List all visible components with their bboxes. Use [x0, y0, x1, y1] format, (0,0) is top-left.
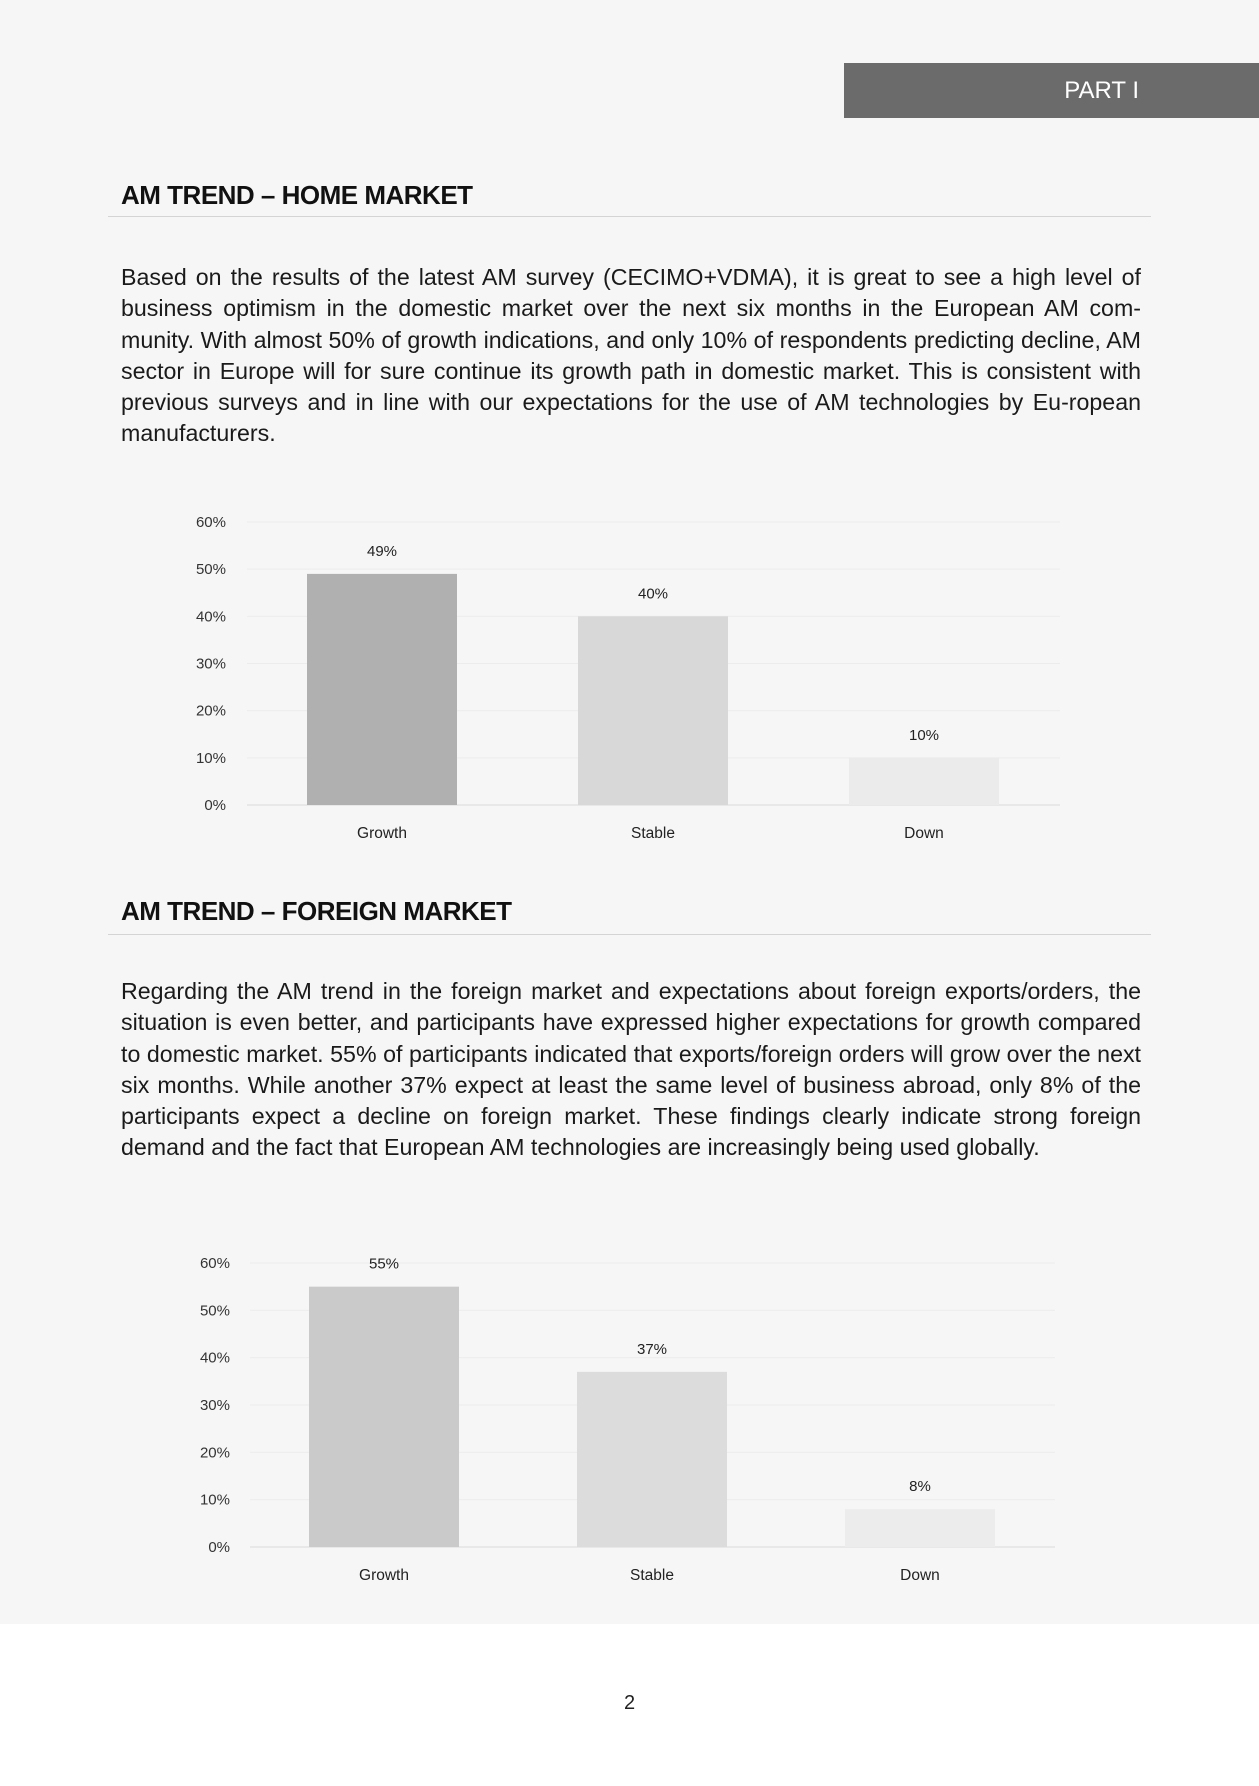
section-divider	[108, 216, 1151, 217]
data-label: 10%	[908, 726, 940, 744]
y-tick-label: 20%	[195, 702, 226, 720]
data-label: 49%	[366, 542, 398, 560]
y-tick-label: 10%	[195, 749, 226, 767]
category-label: Growth	[359, 1567, 409, 1584]
section-divider	[108, 934, 1151, 935]
y-tick-label: 40%	[195, 608, 226, 626]
category-label: Stable	[631, 825, 675, 842]
section-title-home-market: AM TREND – HOME MARKET	[121, 180, 473, 210]
category-label: Down	[904, 825, 944, 842]
y-tick-label: 0%	[204, 797, 226, 814]
y-tick-label: 10%	[199, 1491, 230, 1509]
y-tick-label: 40%	[199, 1349, 230, 1367]
category-label: Growth	[357, 825, 407, 842]
y-tick-label: 60%	[199, 1255, 230, 1272]
bar-down	[845, 1509, 995, 1547]
data-label: 8%	[909, 1478, 931, 1496]
section-body-home-market: Based on the results of the latest AM survey (CECIMO+VDMA), it is great to see a high level of business optimism in the domestic market over the next six months in the European AM com-munity. With almost 50% of growth indications, and only 10% of respondents predicting decline, AM sector in Europe will for sure continue its growth path in domestic market. This is consistent with previous surveys and in line with our expectations for the use of AM technologies by Eu-ropean manufacturers.	[121, 264, 1141, 447]
bar-stable	[577, 1372, 727, 1547]
page-number: 2	[623, 1692, 636, 1714]
part-label-tab: PART I	[844, 63, 1259, 118]
data-label: 40%	[637, 585, 669, 603]
home-market-chart	[0, 505, 1259, 850]
category-label: Down	[900, 1567, 940, 1584]
y-tick-label: 0%	[208, 1539, 230, 1556]
section-body-foreign-market: Regarding the AM trend in the foreign market and expectations about foreign exports/orders, the situation is even better, and participants have expressed higher expectations for growth compared to domestic market. 55% of participants indicated that exports/foreign orders will grow over the next six months. While another 37% expect at least the same level of business abroad, only 8% of the participants expect a decline on foreign market. These findings clearly indicate strong foreign demand and the fact that European AM technologies are increasingly being used globally.	[121, 978, 1141, 1161]
bar-stable	[578, 616, 728, 805]
category-label: Stable	[630, 1567, 674, 1584]
data-label: 55%	[368, 1255, 400, 1273]
y-tick-label: 60%	[195, 514, 226, 531]
bar-down	[849, 758, 999, 805]
section-title-foreign-market: AM TREND – FOREIGN MARKET	[121, 896, 512, 926]
y-tick-label: 50%	[195, 561, 226, 579]
y-tick-label: 50%	[199, 1302, 230, 1320]
y-tick-label: 20%	[199, 1444, 230, 1462]
bar-growth	[309, 1287, 459, 1547]
y-tick-label: 30%	[199, 1397, 230, 1414]
data-label: 37%	[636, 1340, 668, 1358]
foreign-market-chart	[0, 1248, 1259, 1593]
y-tick-label: 30%	[195, 655, 226, 673]
bar-growth	[307, 574, 457, 805]
